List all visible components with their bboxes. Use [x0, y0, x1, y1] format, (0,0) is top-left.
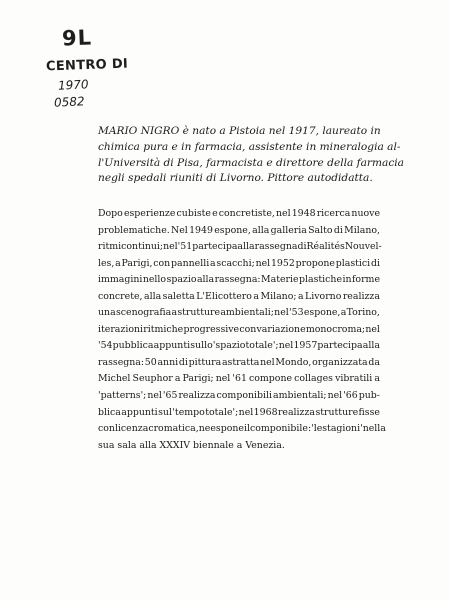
body-line: 'patterns'; nel '65 realizza componibili ambientali; nel '66 pub-: [98, 390, 380, 402]
body-line: iterazioni ritmiche progressive con variazione monocroma; nel: [98, 323, 380, 335]
intro-line: negli spedali riuniti di Livorno. Pittore autodidatta.: [98, 172, 373, 185]
body-line: una scenografia a strutture ambientali; nel '53 espone, a Torino,: [98, 307, 380, 319]
body-line: ritmi continui; nel '51 partecipa alla rassegna di Réalités Nouvel-: [98, 241, 382, 253]
body-line: concrete, alla saletta L'Elicottero a Milano; a Livorno realizza: [98, 290, 380, 302]
intro-paragraph: [98, 124, 404, 187]
intro-line: l'Università di Pisa, farmacista e direttore della farmacia: [98, 156, 404, 169]
body-line: rassegna: 50 anni di pittura astratta nel Mondo, organizzata da: [98, 356, 380, 368]
intro-line: MARIO NIGRO è nato a Pistoia nel 1917, laureato in: [98, 125, 381, 137]
body-line: immagini nello spazio alla rassegna: Materie plastiche in forme: [98, 274, 380, 286]
stamp-number: 0582: [53, 94, 85, 110]
stamp-code: 9L: [61, 25, 93, 51]
body-line: '54 pubblica appunti sullo 'spazio totale'; nel 1957 partecipa alla: [98, 340, 380, 352]
body-line: blica appunti sul 'tempo totale'; nel 1968 realizza strutture fisse: [98, 406, 380, 418]
body-line: Michel Seuphor a Parigi; nel '61 compone collages vibratili a: [98, 373, 380, 385]
body-line: sua sala alla XXXIV biennale a Venezia.: [98, 439, 285, 451]
stamp-year: 1970: [57, 77, 89, 93]
stamp-label: CENTRO DI: [45, 56, 129, 75]
body-line: les, a Parigi, con pannelli a scacchi; nel 1952 propone plastici di: [98, 257, 380, 269]
intro-line: chimica pura e in farmacia, assistente in mineralogia al-: [98, 140, 401, 153]
body-line: Dopo esperienze cubiste e concretiste, nel 1948 ricerca nuove: [98, 208, 380, 219]
body-line: con licenza cromatica, ne espone il componibile: 'le stagioni' nella: [98, 423, 386, 435]
body-paragraph: [98, 206, 386, 454]
body-line: problematiche. Nel 1949 espone, alla galleria Salto di Milano,: [98, 224, 380, 236]
